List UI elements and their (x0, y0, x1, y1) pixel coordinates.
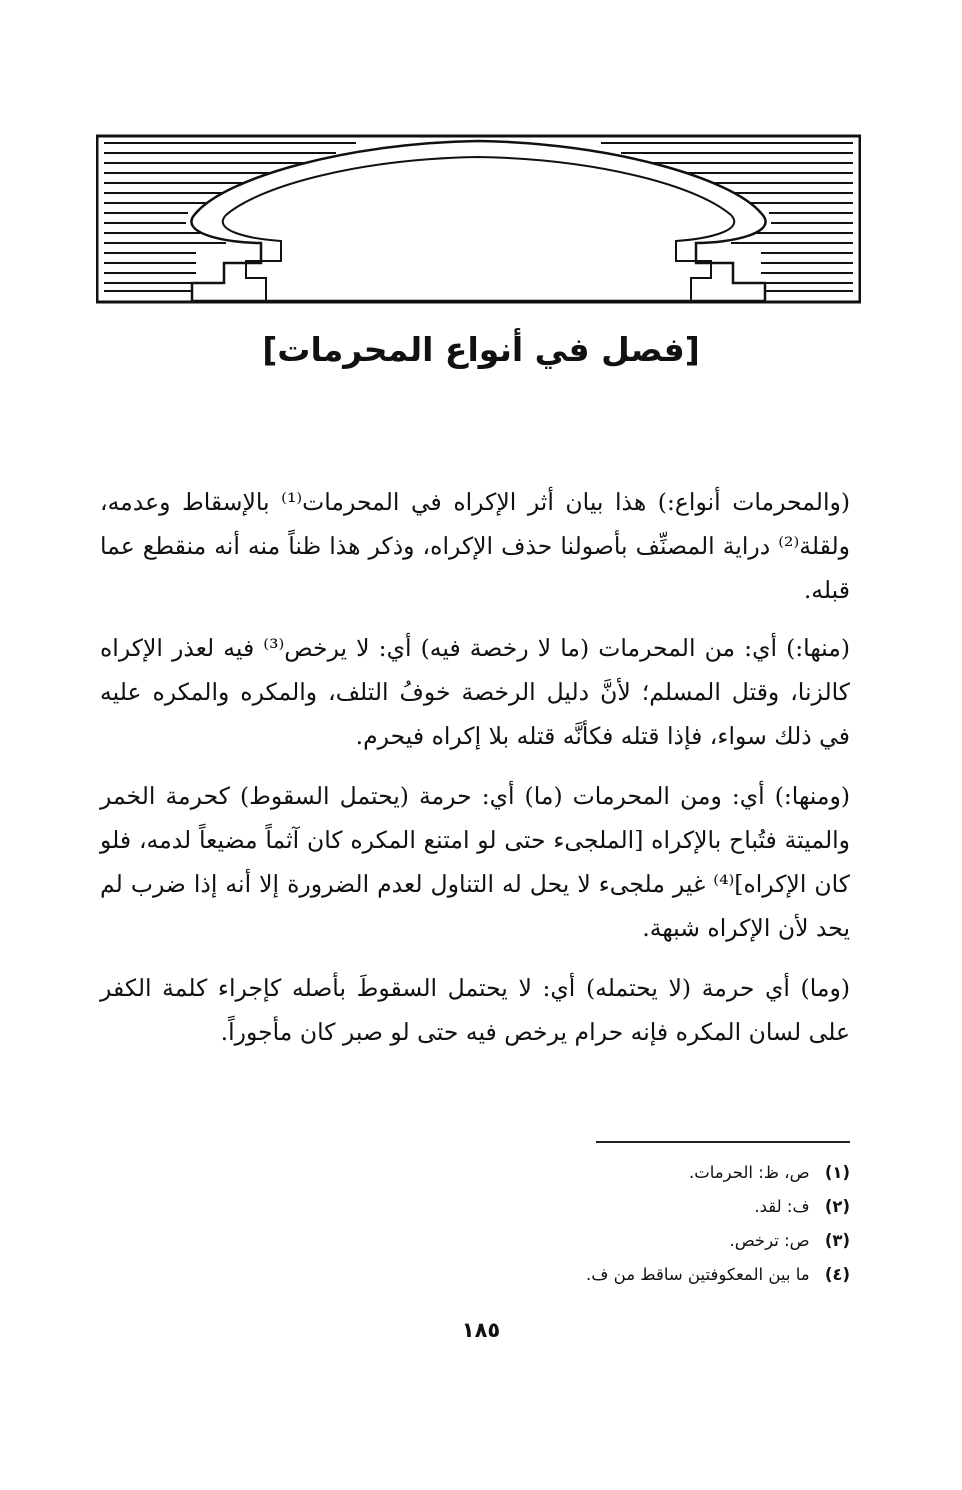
paragraph: (وما) أي حرمة (لا يحتمله) أي: لا يحتمل السقوطَ بأصله كإجراء كلمة الكفر على لسان المكره فإنه حرام يرخص فيه حتى لو صبر كان مأجوراً. (100, 974, 850, 1046)
footnote-text: ص، ظ: الحرمات. (688, 1163, 810, 1182)
footnote-text: ما بين المعكوفتين ساقط من ف. (586, 1265, 810, 1284)
footnote-divider (596, 1141, 850, 1143)
footnote-item (350, 1156, 850, 1190)
footnote-number: (٣) (824, 1231, 850, 1250)
section-title: [فصل في أنواع المحرمات] (262, 330, 700, 369)
paragraph: (والمحرمات أنواع:) هذا بيان أثر الإكراه في المحرمات⁽¹⁾ بالإسقاط وعدمه، ولقلة⁽²⁾ دراية المصنِّف بأصولنا حذف الإكراه، وذكر هذا ظناً منه أنه منقطع عما قبله. (100, 488, 851, 604)
footnote-number: (١) (824, 1163, 850, 1182)
footnote-number: (٢) (824, 1197, 850, 1216)
paragraph: (منها:) أي: من المحرمات (ما لا رخصة فيه) أي: لا يرخص⁽³⁾ فيه لعذر الإكراه كالزنا، وقتل المسلم؛ لأنَّ دليل الرخصة خوفُ التلف، والمكره والمكره عليه في ذلك سواء، فإذا قتله فكأنَّه قتله بلا إكراه فيحرم. (100, 634, 851, 750)
footnote-number: (٤) (824, 1265, 850, 1284)
page-number: ١٨٥ (461, 1318, 501, 1342)
paragraph: (ومنها:) أي: ومن المحرمات (ما) أي: حرمة (يحتمل السقوط) كحرمة الخمر والميتة فتُباح بالإكراه [الملجىء حتى لو امتنع المكره كان آثماً مضيعاً لدمه، فلو كان الإكراه]⁽⁴⁾ غير ملجىء لا يحل له التناول لعدم الضرورة إلا أنه إذا ضرب لم يحد لأن الإكراه شبهة. (100, 782, 850, 942)
footnote-item (350, 1190, 850, 1224)
footnote-item (350, 1224, 850, 1258)
footnote-item (350, 1258, 850, 1292)
footnotes (350, 1156, 850, 1292)
footnote-text: ص: ترخص. (729, 1231, 810, 1250)
main-text (100, 480, 850, 1070)
arch-frame-ornament (96, 133, 861, 305)
footnote-text: ف: لقد. (754, 1197, 810, 1216)
